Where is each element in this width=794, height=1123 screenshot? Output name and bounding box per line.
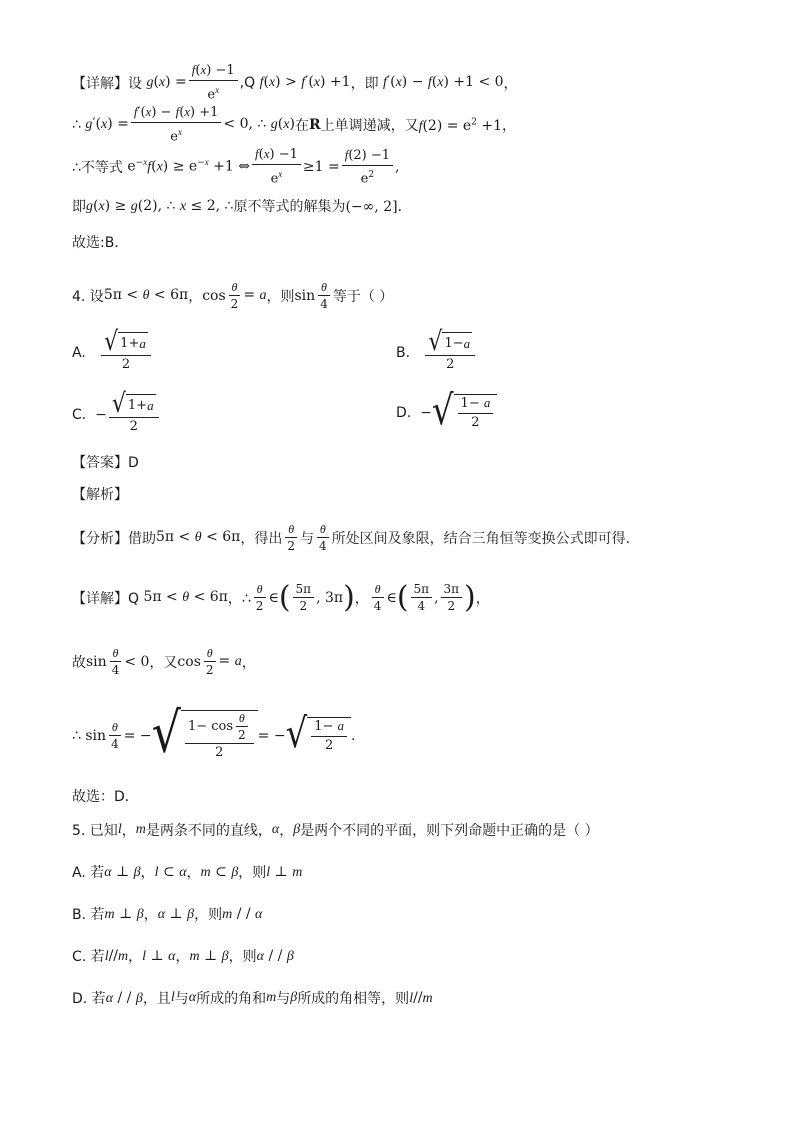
q4-option-c[interactable]: C. − √ 1+ a 2 xyxy=(72,394,161,435)
q4-detail-line-3: ∴ sin $\frac{\theta}{4}$ = − √ 1− cos $\frac{\theta}{2}$ 2 = − √ $\frac{1- a}{2}$ . xyxy=(72,700,356,765)
fraction: $\frac{f(x) -1}{e^x}$ xyxy=(252,146,301,187)
fraction: $\frac{\theta}{4}$ xyxy=(108,720,122,751)
fraction: √ 1− a 2 xyxy=(425,332,475,373)
detail-line-3: ∴不等式 $e^{-x}f(x) \ge e^{-x} +1$ ⇔ $\frac{f(x) -1}{e^x}$ ≥1 = $\frac{f(2) -1}{e^2}$ , xyxy=(72,146,400,187)
fraction: 1− cos $\frac{\theta}{2}$ 2 xyxy=(185,711,254,761)
fraction: $\frac{f(2) -1}{e^2}$ xyxy=(342,147,393,187)
detail-line-4: 即 g(x) ≥ g(2), ∴ x ≤ 2, ∴ 原不等式的解集为 (−∞, 2]． xyxy=(72,197,412,215)
q4-stem: 4. 设 5π < θ < 6π ， cos $\frac{\theta}{2}$ = a ，则 sin $\frac{\theta}{4}$ 等于（ ） xyxy=(72,280,394,311)
q4-detail-line-1: 【详解】Q 5π < θ < 6π ，∴ $\frac{\theta}{2}$ ∈ ( $\frac{5\pi}{2}$ , 3π ) ， $\frac{\theta}{4}$ ∈ ( $\frac{5\pi}{4}$ , $\frac{3\pi}{2}$ ) ， xyxy=(72,579,490,615)
q5-stem: 5. 已知 l ， m 是两条不同的直线， α ， β 是两个不同的平面，则下列命题中正确的是（ ） xyxy=(72,822,599,839)
fraction: $\frac{\theta}{4}$ xyxy=(371,582,385,613)
q4-option-d[interactable]: D. − √ $\frac{1- a}{2}$ xyxy=(396,394,497,431)
fraction: $\frac{\theta}{4}$ xyxy=(317,280,331,311)
fraction: $\frac{\theta}{2}$ xyxy=(253,582,267,613)
fraction: $\frac{\theta}{2}$ xyxy=(228,280,242,311)
fraction: $\frac{5\pi}{2}$ xyxy=(293,582,315,613)
q4-fenxi: 【分析】借助 5π < θ < 6π ，得出 $\frac{\theta}{2}$ 与 $\frac{\theta}{4}$ 所处区间及象限，结合三角恒等变换公式即可得． xyxy=(72,522,640,553)
fraction: $\frac{\theta}{4}$ xyxy=(109,646,123,677)
fraction: $\frac{3\pi}{2}$ xyxy=(441,582,463,613)
fraction: √ 1+ a 2 xyxy=(101,332,151,373)
q5-option-d[interactable]: D. 若 α / / β ，且 l 与 α 所成的角和 m 与 β 所成的角相等，则 l//m xyxy=(72,989,433,1007)
fraction: √ 1+ a 2 xyxy=(109,394,159,435)
q4-option-a[interactable]: A. √ 1+ a 2 xyxy=(72,332,153,373)
fraction: $\frac{\theta}{2}$ xyxy=(284,522,298,553)
detail-choice: 故选:B． xyxy=(72,235,129,251)
q5-option-c[interactable]: C. 若 l//m ， l ⊥ α ， m ⊥ β ，则 α / / β xyxy=(72,947,294,965)
fraction: $\frac{\theta}{2}$ xyxy=(203,646,217,677)
fraction: $\frac{\theta}{4}$ xyxy=(316,522,330,553)
q4-option-b[interactable]: B. √ 1− a 2 xyxy=(396,332,477,373)
fraction: $\frac{1- a}{2}$ xyxy=(458,395,494,431)
detail-line-1: 【详解】设 g(x) = $\frac{f(x) -1}{e^x}$ ,Q f(x) > f′(x) +1 ，即 f′(x) − f(x) +1 < 0 ， xyxy=(72,62,518,103)
q5-option-b[interactable]: B. 若 m ⊥ β ， α ⊥ β ，则 m / / α xyxy=(72,905,263,923)
fraction: $\frac{5\pi}{4}$ xyxy=(411,582,433,613)
fraction: $\frac{1- a}{2}$ xyxy=(311,718,347,754)
detail-line-2: ∴ g′(x) = $\frac{f'(x) - f(x) +1}{e^x}$ < 0, ∴ g(x) 在 R 上单调递减，又 $f(2) = e^2 +1$， xyxy=(72,104,517,145)
fraction: $\frac{\theta}{2}$ xyxy=(235,711,249,742)
fraction: $\frac{f(x) -1}{e^x}$ xyxy=(189,62,238,103)
q4-answer: 【答案】D xyxy=(72,455,139,471)
q5-option-a[interactable]: A. 若 α ⊥ β ， l ⊂ α ， m ⊂ β ，则 l ⊥ m xyxy=(72,863,303,881)
q4-detail-line-2: 故 sin $\frac{\theta}{4}$ < 0 ，又 cos $\frac{\theta}{2}$ = a ， xyxy=(72,646,256,677)
q4-analysis: 【解析】 xyxy=(72,487,128,503)
fraction: $\frac{f'(x) - f(x) +1}{e^x}$ xyxy=(131,104,222,145)
q4-choice: 故选：D． xyxy=(72,789,139,805)
